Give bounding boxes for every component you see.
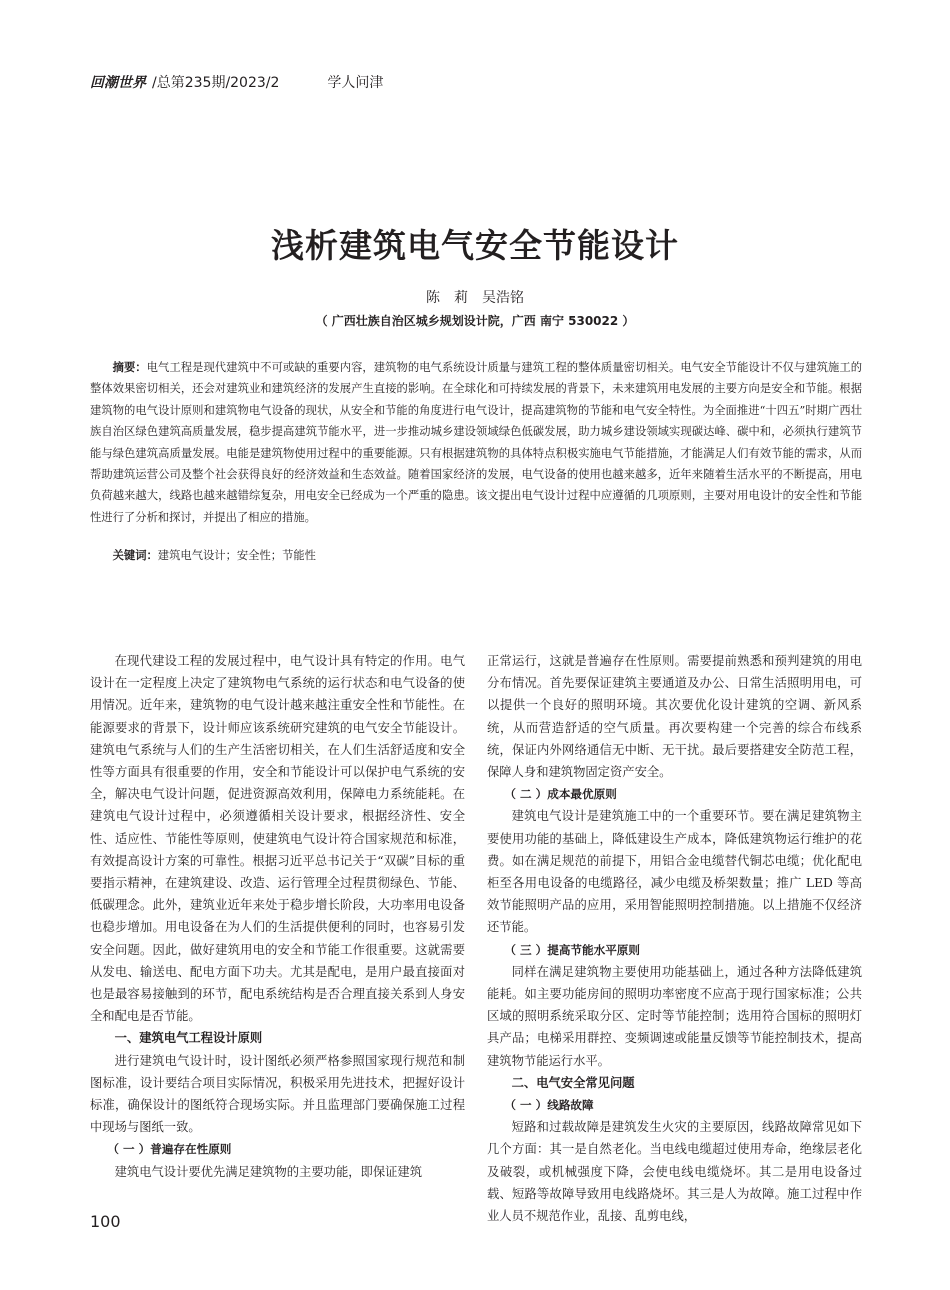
- running-header: [90, 72, 383, 92]
- page-number: 100: [90, 1212, 121, 1231]
- left-column: [90, 650, 465, 1183]
- subsection-1-1-paragraph-start: 建筑电气设计要优先满足建筑物的主要功能，即保证建筑: [114, 1164, 423, 1179]
- subsection-1-2-paragraph: 建筑电气设计是建筑施工中的一个重要环节。要在满足建筑物主要使用功能的基础上，降低建设生产成本，降低建筑物运行维护的花费。如在满足规范的前提下，用铝合金电缆替代铜芯电缆；优化配电柜至各用电设备的电缆路径，减少电缆及桥架数量；推广 LED 等高效节能照明产品的应用，采用智能照明控制措施。以上措施不仅经济还节能。: [487, 809, 862, 935]
- section-1-paragraph: 进行建筑电气设计时，设计图纸必须严格参照国家现行规范和制图标准，设计要结合项目实际情况，积极采用先进技术，把握好设计标准，确保设计的图纸符合现场实际。并且监理部门要确保施工过程中现场与图纸一致。: [90, 1053, 465, 1135]
- section-name: 学人问津: [327, 75, 384, 91]
- article-affiliation: （ 广西壮族自治区城乡规划设计院，广西 南宁 530022 ）: [315, 314, 635, 328]
- subsection-2-1-paragraph: 短路和过载故障是建筑发生火灾的主要原因，线路故障常见如下几个方面：其一是自然老化。当电线电缆超过使用寿命，绝缘层老化及破裂，或机械强度下降，会使电线电缆烧坏。其二是用电设备过载、短路等故障导致用电线路烧坏。其三是人为故障。施工过程中作业人员不规范作业，乱接、乱剪电线，: [487, 1120, 862, 1224]
- issue-info: /总第235期/2023/2: [152, 75, 280, 91]
- journal-name: 回潮世界: [90, 75, 146, 91]
- section-heading-1: 一、建筑电气工程设计原则: [114, 1031, 263, 1046]
- subheading-1-1: （ 一 ）普遍存在性原则: [107, 1142, 232, 1157]
- abstract-text: 电气工程是现代建筑中不可或缺的重要内容，建筑物的电气系统设计质量与建筑工程的整体质量密切相关。电气安全节能设计不仅与建筑施工的整体效果密切相关，还会对建筑业和建筑经济的发展产生直接的影响。在全球化和可持续发展的背景下，未来建筑用电发展的主要方向是安全和节能。根据建筑物的电气设计原则和建筑物电气设备的现状，从安全和节能的角度进行电气设计，提高建筑物的节能和电气安全特性。为全面推进“十四五”时期广西壮族自治区绿色建筑高质量发展，稳步提高建筑节能水平，进一步推动城乡建设领域绿色低碳发展，助力城乡建设领域实现碳达峰、碳中和，必须执行建筑节能与绿色建筑高质量发展。电能是建筑物使用过程中的重要能源。只有根据建筑物的具体特点积极实施电气节能措施，才能满足人们有效节能的需求，从而帮助建筑运营公司及整个社会获得良好的经济效益和生态效益。随着国家经济的发展，电气设备的使用也越来越多，近年来随着生活水平的不断提高，用电负荷越来越大，线路也越来越错综复杂，用电安全已经成为一个严重的隐患。该文提出电气设计过程中应遵循的几项原则，主要对用电设计的安全性和节能性进行了分析和探讨，并提出了相应的措施。: [90, 361, 862, 524]
- subheading-2-1: （ 一 ）线路故障: [504, 1098, 594, 1113]
- subheading-1-3: （ 三 ）提高节能水平原则: [504, 942, 640, 957]
- subsection-1-1-paragraph-cont: 正常运行，这就是普遍存在性原则。需要提前熟悉和预判建筑的用电分布情况。首先要保证建筑主要通道及办公、日常生活照明用电，可以提供一个良好的照明环境。其次要优化设计建筑的空调、新风系统，从而营造舒适的空气质量。再次要构建一个完善的综合布线系统，保证内外网络通信无中断、无干扰。最后要搭建安全防范工程，保障人身和建筑物固定资产安全。: [487, 654, 862, 780]
- section-heading-2: 二、电气安全常见问题: [511, 1075, 635, 1090]
- intro-paragraph: 在现代建设工程的发展过程中，电气设计具有特定的作用。电气设计在一定程度上决定了建筑物电气系统的运行状态和电气设备的使用情况。近年来，建筑物的电气设计越来越注重安全性和节能性。在能源要求的背景下，设计师应该系统研究建筑的电气安全节能设计。建筑电气系统与人们的生产生活密切相关，在人们生活舒适度和安全性等方面具有很重要的作用，安全和节能设计可以保护电气系统的安全，解决电气设计问题，促进资源高效利用，保障电力系统能耗。在建筑电气设计过程中，必须遵循相关设计要求，根据经济性、安全性、适应性、节能性等原则，使建筑电气设计符合国家规范和标准，有效提高设计方案的可靠性。根据习近平总书记关于“双碳”目标的重要指示精神，在建筑建设、改造、运行管理全过程贯彻绿色、节能、低碳理念。此外，建筑业近年来处于稳步增长阶段，大功率用电设备也稳步增加。用电设备在为人们的生活提供便利的同时，也容易引发安全问题。因此，做好建筑用电的安全和节能工作很重要。这就需要从发电、输送电、配电方面下功夫。尤其是配电，是用户最直接面对也是最容易接触到的环节，配电系统结构是否合理直接关系到人身安全和配电是否节能。: [90, 654, 465, 1024]
- abstract: [90, 357, 862, 528]
- keywords-label: 关键词：: [112, 549, 158, 562]
- subheading-1-2: （ 二 ）成本最优原则: [504, 787, 617, 802]
- article-title: 浅析建筑电气安全节能设计: [271, 226, 679, 265]
- subsection-1-3-paragraph: 同样在满足建筑物主要使用功能基础上，通过各种方法降低建筑能耗。如主要功能房间的照明功率密度不应高于现行国家标准；公共区域的照明系统采取分区、定时等节能控制；选用符合国标的照明灯具产品；电梯采用群控、变频调速或能量反馈等节能控制技术，提高建筑物节能运行水平。: [487, 964, 862, 1068]
- right-column: [487, 650, 862, 1227]
- abstract-label: 摘要：: [112, 361, 147, 374]
- keywords-text: 建筑电气设计；安全性；节能性: [157, 549, 316, 562]
- article-authors: 陈 莉 吴浩铭: [426, 290, 524, 306]
- keywords: [90, 545, 862, 566]
